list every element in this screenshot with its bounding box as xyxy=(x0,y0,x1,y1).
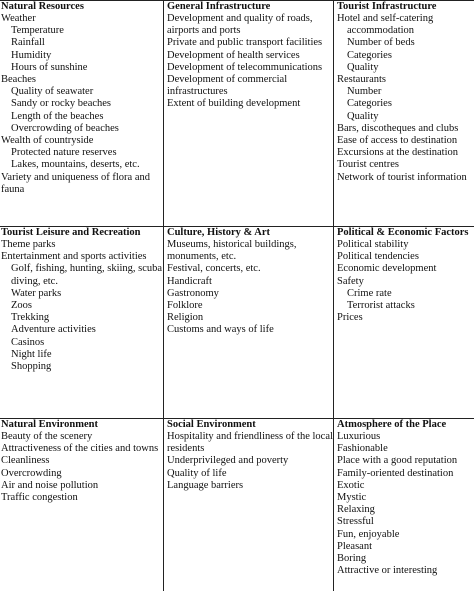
list-item: Wealth of countryside xyxy=(1,135,94,147)
list-item: Overcrowding of beaches xyxy=(11,122,119,134)
cell-header: Atmosphere of the Place xyxy=(337,419,447,430)
list-item: Protected nature reserves xyxy=(11,147,117,159)
list-item: Festival, concerts, etc. xyxy=(167,263,261,275)
list-item: Variety and uniqueness of flora and fauna xyxy=(1,171,150,195)
list-item: Extent of building development xyxy=(167,98,301,110)
list-item: Mystic xyxy=(337,492,367,504)
item-list xyxy=(167,239,333,337)
list-item: Underprivileged and poverty xyxy=(167,455,289,467)
list-item: Casinos xyxy=(11,336,45,348)
list-item: Folklore xyxy=(167,300,203,312)
table-row-2 xyxy=(0,227,474,419)
cell-tourist-infrastructure xyxy=(334,1,474,226)
item-list xyxy=(1,239,163,373)
list-item: Beaches xyxy=(1,74,36,86)
table-row-3 xyxy=(0,419,474,591)
list-item: Trekking xyxy=(11,312,50,324)
cell-header: Natural Resources xyxy=(1,1,84,12)
list-item: Pleasant xyxy=(337,540,372,552)
list-item: Political stability xyxy=(337,239,409,250)
list-item: Quality of life xyxy=(167,467,227,479)
list-item: Weather xyxy=(1,13,36,24)
list-item: Entertainment and sports activities xyxy=(1,251,147,263)
list-item: Network of tourist information xyxy=(337,171,467,183)
list-item: Categories xyxy=(347,49,392,61)
item-list xyxy=(1,431,163,504)
cell-header: Social Environment xyxy=(167,419,256,430)
list-item: Terrorist attacks xyxy=(347,300,415,312)
list-item: Development of telecommunications xyxy=(167,61,323,73)
item-list xyxy=(337,431,474,577)
list-item: Handicraft xyxy=(167,275,212,287)
list-item: Hospitality and friendliness of the local residents xyxy=(167,431,333,455)
cell-header: Culture, History & Art xyxy=(167,227,271,238)
list-item: Development and quality of roads, airports and ports xyxy=(167,13,313,37)
list-item: Golf, fishing, hunting, skiing, scuba diving, etc. xyxy=(11,263,163,287)
list-item: Exotic xyxy=(337,479,365,491)
item-list xyxy=(167,431,333,492)
list-item: Restaurants xyxy=(337,74,386,86)
list-item: Number xyxy=(347,86,382,98)
list-item: Adventure activities xyxy=(11,324,96,336)
list-item: Crime rate xyxy=(347,287,392,299)
cell-natural-environment xyxy=(0,419,164,591)
list-item: Shopping xyxy=(11,361,52,373)
table-row-1 xyxy=(0,1,474,227)
list-item: Fun, enjoyable xyxy=(337,528,400,540)
list-item: Air and noise pollution xyxy=(1,479,99,491)
list-item: Private and public transport facilities xyxy=(167,37,323,49)
list-item: Language barriers xyxy=(167,479,244,491)
list-item: Number of beds xyxy=(347,37,415,49)
cell-natural-resources xyxy=(0,1,164,226)
list-item: Development of commercial infrastructures xyxy=(167,74,288,98)
list-item: Place with a good reputation xyxy=(337,455,458,467)
list-item: Gastronomy xyxy=(167,287,219,299)
list-item: Fashionable xyxy=(337,443,388,455)
cell-culture-history-art xyxy=(164,227,334,418)
list-item: Customs and ways of life xyxy=(167,324,274,336)
cell-header: Natural Environment xyxy=(1,419,98,430)
list-item: Beauty of the scenery xyxy=(1,431,93,442)
cell-social-environment xyxy=(164,419,334,591)
list-item: Stressful xyxy=(337,516,374,528)
list-item: Sandy or rocky beaches xyxy=(11,98,112,110)
list-item: Development of health services xyxy=(167,49,300,61)
list-item: Relaxing xyxy=(337,504,375,516)
list-item: Hours of sunshine xyxy=(11,61,88,73)
list-item: accommodation xyxy=(347,25,415,37)
list-item: Quality of seawater xyxy=(11,86,94,98)
list-item: Zoos xyxy=(11,300,32,312)
cell-header: General Infrastructure xyxy=(167,1,271,12)
list-item: Water parks xyxy=(11,287,62,299)
list-item: Traffic congestion xyxy=(1,492,78,504)
list-item: Ease of access to destination xyxy=(337,135,458,147)
list-item: Luxurious xyxy=(337,431,381,442)
list-item: Bars, discotheques and clubs xyxy=(337,122,459,134)
list-item: Categories xyxy=(347,98,392,110)
cell-atmosphere-of-the-place xyxy=(334,419,474,591)
list-item: Quality xyxy=(347,110,379,122)
list-item: Lakes, mountains, deserts, etc. xyxy=(11,159,140,171)
list-item: Quality xyxy=(347,61,379,73)
cell-tourist-leisure-recreation xyxy=(0,227,164,418)
list-item: Family-oriented destination xyxy=(337,467,454,479)
list-item: Attractiveness of the cities and towns xyxy=(1,443,159,455)
list-item: Hotel and self-catering xyxy=(337,13,434,24)
list-item: Prices xyxy=(337,312,363,324)
list-item: Attractive or interesting xyxy=(337,565,438,577)
cell-political-economic-factors xyxy=(334,227,474,418)
item-list xyxy=(337,13,474,184)
cell-header: Political & Economic Factors xyxy=(337,227,469,238)
item-list xyxy=(1,13,163,196)
item-list xyxy=(337,239,474,324)
list-item: Cleanliness xyxy=(1,455,50,467)
cell-header: Tourist Infrastructure xyxy=(337,1,437,12)
list-item: Length of the beaches xyxy=(11,110,104,122)
cell-general-infrastructure xyxy=(164,1,334,226)
list-item: Boring xyxy=(337,553,367,565)
list-item: Economic development xyxy=(337,263,437,275)
list-item: Political tendencies xyxy=(337,251,419,263)
list-item: Safety xyxy=(337,275,364,287)
list-item: Theme parks xyxy=(1,239,56,250)
list-item: Overcrowding xyxy=(1,467,62,479)
cell-header: Tourist Leisure and Recreation xyxy=(1,227,141,238)
list-item: Tourist centres xyxy=(337,159,399,171)
list-item: Religion xyxy=(167,312,204,324)
list-item: Excursions at the destination xyxy=(337,147,459,159)
list-item: Rainfall xyxy=(11,37,45,49)
list-item: Humidity xyxy=(11,49,52,61)
list-item: Museums, historical buildings, monuments, etc. xyxy=(167,239,297,263)
list-item: Night life xyxy=(11,348,52,360)
item-list xyxy=(167,13,333,111)
list-item: Temperature xyxy=(11,25,64,37)
